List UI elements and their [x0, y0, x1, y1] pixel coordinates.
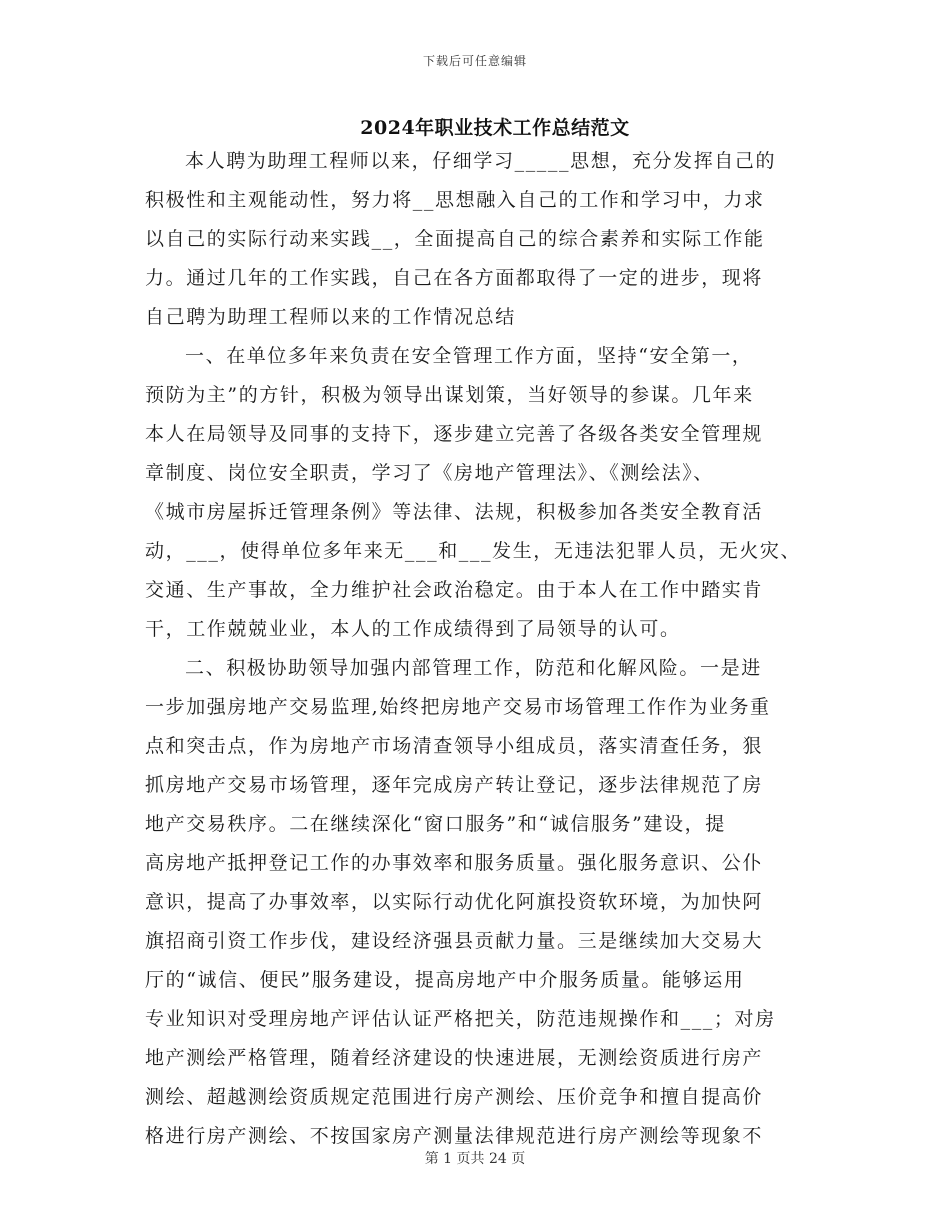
body-line: 旗招商引资工作步伐，建设经济强县贡献力量。三是继续加大交易大 — [145, 930, 764, 952]
body-line: 二、积极协助领导加强内部管理工作，防范和化解风险。一是进 — [185, 657, 762, 679]
body-line: 地产交易秩序。二在继续深化“窗口服务”和“诚信服务”建设，提 — [145, 813, 726, 835]
body-line: 干，工作兢兢业业，本人的工作成绩得到了局领导的认可。 — [145, 618, 681, 640]
document-title: 2024年职业技术工作总结范文 — [360, 117, 630, 139]
body-line: 高房地产抵押登记工作的办事效率和服务质量。强化服务意识、公仆 — [145, 852, 764, 874]
body-line: 意识，提高了办事效率，以实际行动优化阿旗投资软环境，为加快阿 — [145, 891, 764, 913]
body-line: 动，___，使得单位多年来无___和___发生，无违法犯罪人员，无火灾、 — [145, 540, 802, 562]
document-body — [145, 142, 825, 1156]
body-line: 测绘、超越测绘资质规定范围进行房产测绘、压价竞争和擅自提高价 — [145, 1086, 764, 1108]
body-line: 点和突击点，作为房地产市场清查领导小组成员，落实清查任务，狠 — [145, 735, 764, 757]
body-line: 以自己的实际行动来实践__，全面提高自己的综合素养和实际工作能 — [145, 228, 765, 250]
body-line: 格进行房产测绘、不按国家房产测量法律规范进行房产测绘等现象不 — [145, 1125, 764, 1147]
header-note: 下载后可任意编辑 — [422, 54, 527, 68]
body-line: 抓房地产交易市场管理，逐年完成房产转让登记，逐步法律规范了房 — [145, 774, 764, 796]
body-line: 本人在局领导及同事的支持下，逐步建立完善了各级各类安全管理规 — [145, 423, 764, 445]
body-line: 地产测绘严格管理，随着经济建设的快速进展，无测绘资质进行房产 — [145, 1047, 764, 1069]
body-line: 厅的“诚信、便民”服务建设，提高房地产中介服务质量。能够运用 — [145, 969, 745, 991]
body-line: 章制度、岗位安全职责，学习了《房地产管理法》、《测绘法》、 — [145, 462, 714, 484]
body-line: 预防为主”的方针，积极为领导出谋划策，当好领导的参谋。几年来 — [145, 384, 754, 406]
body-line: 一步加强房地产交易监理,始终把房地产交易市场管理工作作为业务重 — [145, 696, 771, 718]
page-footer: 第 1 页共 24 页 — [424, 1151, 526, 1167]
body-line: 自己聘为助理工程师以来的工作情况总结 — [145, 306, 516, 328]
body-line: 力。通过几年的工作实践，自己在各方面都取得了一定的进步，现将 — [145, 267, 764, 289]
body-line: 本人聘为助理工程师以来，仔细学习_____思想，充分发挥自己的 — [185, 150, 777, 172]
body-line: 交通、生产事故，全力维护社会政治稳定。由于本人在工作中踏实肯 — [145, 579, 764, 601]
body-line: 《城市房屋拆迁管理条例》等法律、法规，积极参加各类安全教育活 — [145, 501, 764, 523]
body-line: 专业知识对受理房地产评估认证严格把关，防范违规操作和___；对房 — [145, 1008, 776, 1030]
body-line: 积极性和主观能动性，努力将__思想融入自己的工作和学习中，力求 — [145, 189, 765, 211]
body-line: 一、在单位多年来负责在安全管理工作方面，坚持“安全第一， — [185, 345, 753, 367]
